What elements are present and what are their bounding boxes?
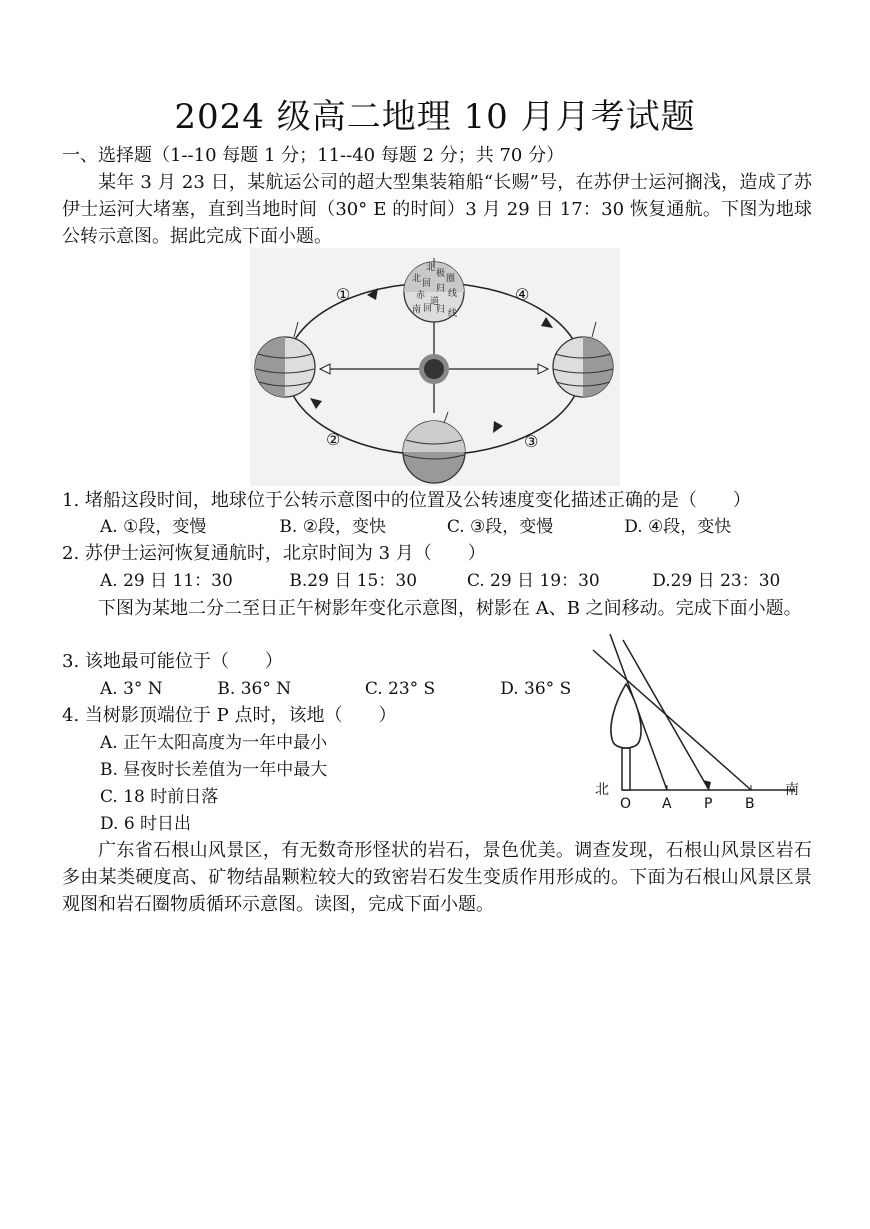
globe-label: 极 (436, 269, 446, 279)
passage-3: 广东省石根山风景区，有无数奇形怪状的岩石，景色优美。调查发现，石根山风景区岩石多由某类硬度高、矿物结晶颗粒较大的致密岩石发生变质作用形成的。下面为石根山风景区景观图和岩石圈物质循环示意图。读图，完成下面小题。 (62, 840, 812, 915)
globe-label: 线 (448, 289, 458, 299)
q2-option-b: B.29 日 15：30 (289, 571, 418, 591)
globe-label: 圈 (446, 274, 456, 284)
sun-icon (419, 354, 449, 384)
globe-label: 回 (423, 304, 433, 314)
globe-label: 北 (412, 274, 422, 284)
globe-label: 南 (412, 305, 422, 315)
segment-label-2: ② (326, 430, 341, 449)
point-b-label: B (745, 796, 755, 812)
earth-revolution-diagram (250, 248, 620, 486)
north-label: 北 (595, 782, 609, 798)
question-1-options (100, 514, 731, 540)
question-2-options (100, 568, 780, 594)
globe-label: 道 (430, 297, 440, 307)
q4-option-c: C. 18 时前日落 (100, 787, 219, 807)
q4-option-b: B. 昼夜时长差值为一年中最大 (100, 760, 328, 780)
globe-label: 归 (436, 305, 446, 315)
globe-label: 线 (448, 309, 458, 319)
q3-option-a: A. 3° N (100, 679, 163, 699)
question-3-stem: 3. 该地最可能位于（ ） (62, 651, 283, 672)
point-a-label: A (662, 796, 672, 812)
question-4-stem: 4. 当树影顶端位于 P 点时，该地（ ） (62, 705, 397, 726)
passage-2: 下图为某地二分二至日正午树影年变化示意图，树影在 A、B 之间移动。完成下面小题。 (98, 598, 802, 619)
exam-title: 2024 级高二地理 10 月月考试题 (174, 97, 696, 137)
globe-label: 归 (436, 284, 446, 294)
q2-option-c: C. 29 日 19：30 (466, 571, 600, 591)
point-o-label: O (620, 796, 632, 812)
q1-option-c: C. ③段，变慢 (446, 517, 554, 537)
globe-label: 北 (426, 263, 436, 273)
passage-1: 某年 3 月 23 日，某航运公司的超大型集装箱船“长赐”号，在苏伊士运河搁浅，造成了苏伊士运河大堵塞，直到当地时间（30° E 的时间）3 月 29 日 17：30 恢复通航。下图为地球公转示意图。据此完成下面小题。 (62, 172, 812, 247)
q4-option-a: A. 正午太阳高度为一年中最小 (100, 733, 328, 753)
q3-option-c: C. 23° S (364, 679, 436, 699)
q2-option-d: D.29 日 23：30 (652, 571, 781, 591)
q3-option-b: B. 36° N (217, 679, 292, 699)
segment-label-3: ③ (524, 432, 539, 451)
question-2-stem: 2. 苏伊士运河恢复通航时，北京时间为 3 月（ ） (62, 543, 486, 564)
q4-option-d: D. 6 时日出 (100, 814, 192, 834)
q2-option-a: A. 29 日 11：30 (100, 571, 233, 591)
section-heading: 一、选择题（1--10 每题 1 分；11--40 每题 2 分；共 70 分） (62, 145, 565, 166)
q1-option-d: D. ④段，变快 (624, 517, 732, 537)
question-3-options (100, 676, 571, 702)
south-label: 南 (785, 782, 799, 798)
segment-label-4: ④ (515, 285, 530, 304)
point-p-label: P (704, 796, 713, 812)
segment-label-1: ① (336, 285, 351, 304)
question-1-stem: 1. 堵船这段时间，地球位于公转示意图中的位置及公转速度变化描述正确的是（ ） (62, 490, 751, 511)
tree-shadow-diagram (585, 632, 810, 812)
q1-option-a: A. ①段，变慢 (100, 517, 207, 537)
q3-option-d: D. 36° S (500, 679, 572, 699)
globe-label: 赤 (416, 291, 426, 301)
globe-label: 回 (422, 279, 432, 289)
q1-option-b: B. ②段，变快 (279, 517, 386, 537)
